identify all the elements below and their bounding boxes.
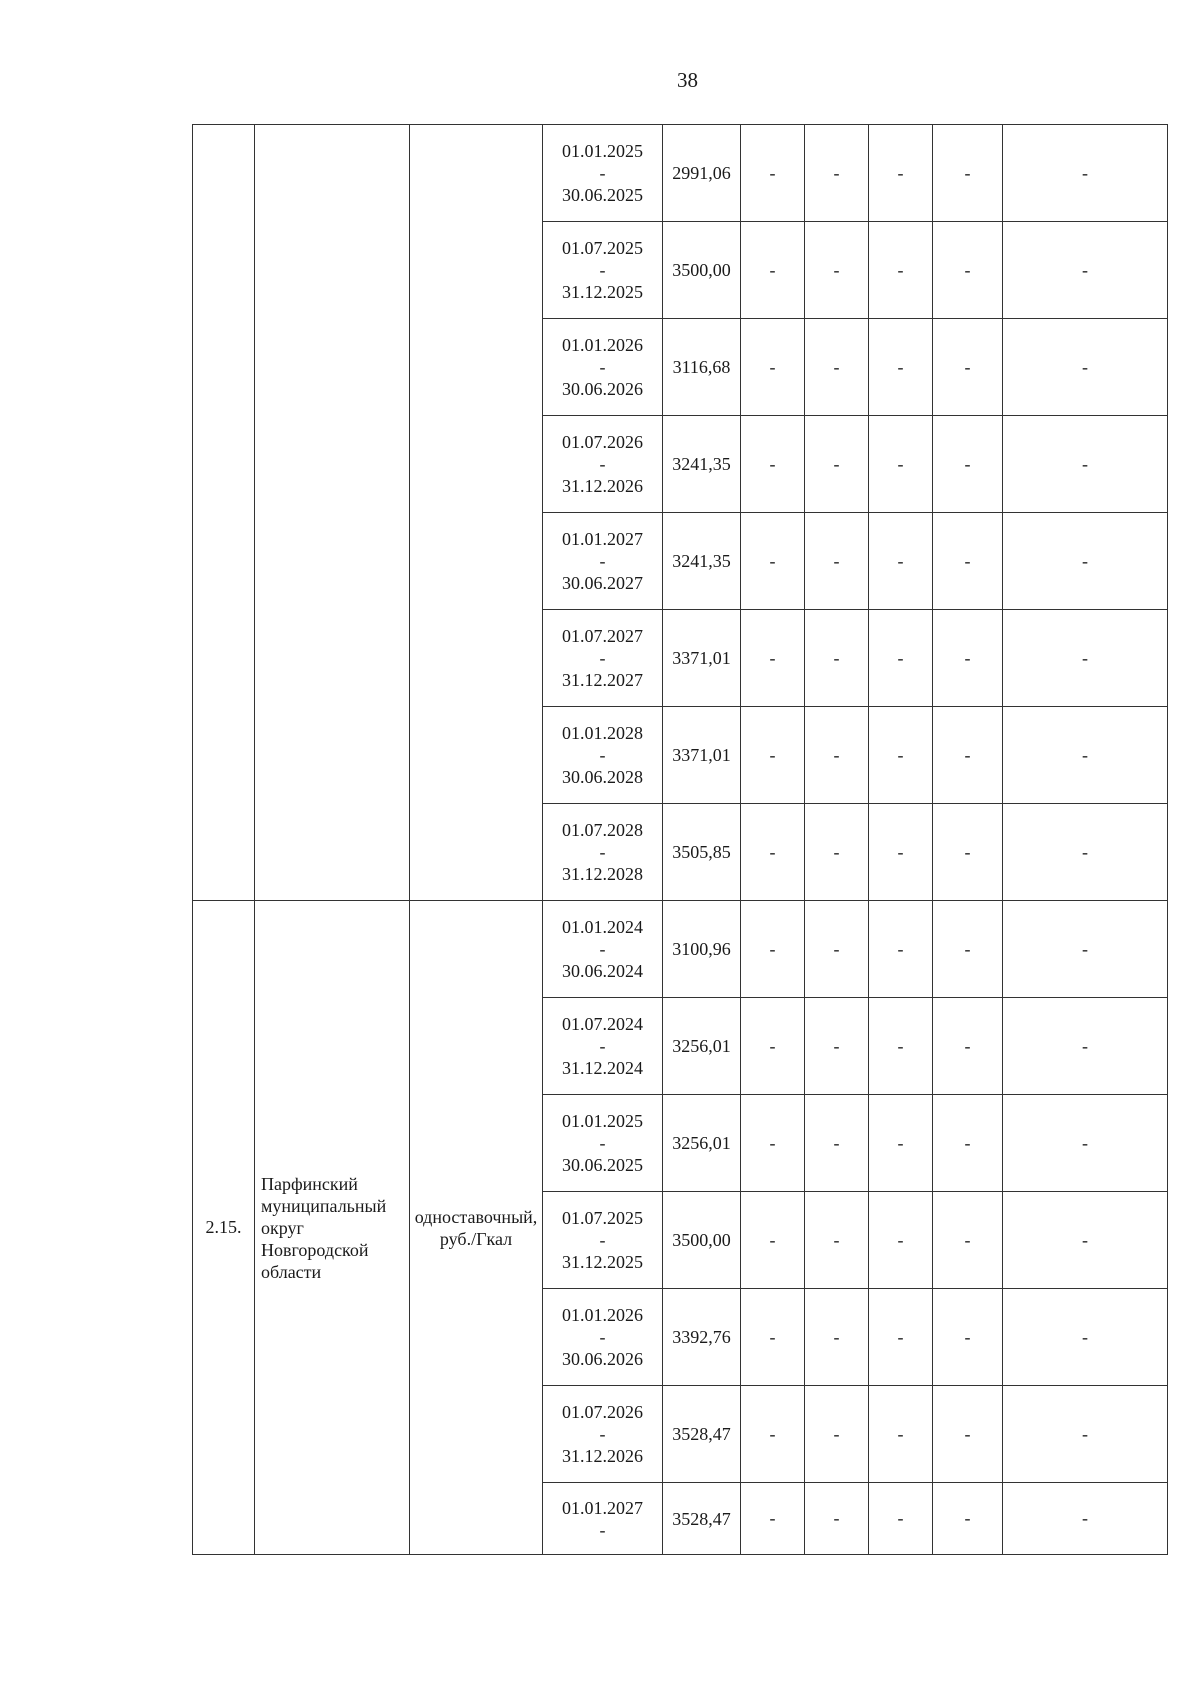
period-end: 30.06.2027 bbox=[562, 573, 643, 593]
dash-cell: - bbox=[1003, 416, 1168, 513]
period-cell bbox=[543, 1095, 663, 1192]
period-cell bbox=[543, 610, 663, 707]
period-cell bbox=[543, 1483, 663, 1555]
tariff-value bbox=[663, 513, 741, 610]
period-sep: - bbox=[599, 939, 606, 959]
period-sep: - bbox=[599, 842, 606, 862]
table-row bbox=[193, 901, 1168, 998]
dash-cell: - bbox=[805, 125, 869, 222]
dash-cell: - bbox=[869, 804, 933, 901]
tariff-value-text: 3116,68 bbox=[672, 357, 731, 377]
dash-cell: - bbox=[805, 1289, 869, 1386]
period-start: 01.01.2026 bbox=[562, 335, 643, 355]
period-cell bbox=[543, 707, 663, 804]
tariff-value-text: 3241,35 bbox=[672, 551, 731, 571]
period-sep: - bbox=[599, 163, 606, 183]
tariff-value bbox=[663, 707, 741, 804]
dash-cell: - bbox=[1003, 1095, 1168, 1192]
tariff-value bbox=[663, 1386, 741, 1483]
dash-cell: - bbox=[805, 804, 869, 901]
tariff-value bbox=[663, 998, 741, 1095]
dash-cell: - bbox=[1003, 125, 1168, 222]
period-sep: - bbox=[599, 260, 606, 280]
dash-cell: - bbox=[933, 513, 1003, 610]
dash-cell: - bbox=[741, 125, 805, 222]
period-sep: - bbox=[599, 1036, 606, 1056]
period-sep: - bbox=[599, 1133, 606, 1153]
dash-cell: - bbox=[805, 1192, 869, 1289]
period-start: 01.01.2027 bbox=[562, 1497, 643, 1518]
period-end: 31.12.2024 bbox=[562, 1058, 643, 1078]
dash-cell: - bbox=[741, 1095, 805, 1192]
tariff-value bbox=[663, 1289, 741, 1386]
period-start: 01.07.2025 bbox=[562, 1208, 643, 1228]
dash-cell: - bbox=[933, 1386, 1003, 1483]
dash-cell: - bbox=[869, 901, 933, 998]
period-start: 01.01.2026 bbox=[562, 1305, 643, 1325]
dash-cell: - bbox=[933, 610, 1003, 707]
period-start: 01.07.2024 bbox=[562, 1014, 643, 1034]
dash-cell: - bbox=[741, 513, 805, 610]
dash-cell: - bbox=[1003, 1289, 1168, 1386]
dash-cell: - bbox=[1003, 513, 1168, 610]
period-cell bbox=[543, 513, 663, 610]
tariff-type: одноставочный, руб./Гкал bbox=[410, 901, 543, 1555]
period-sep: - bbox=[599, 1519, 606, 1540]
dash-cell: - bbox=[1003, 319, 1168, 416]
dash-cell: - bbox=[741, 1192, 805, 1289]
dash-cell: - bbox=[933, 1192, 1003, 1289]
period-end: 30.06.2025 bbox=[562, 185, 643, 205]
tariff-value-text: 3505,85 bbox=[672, 842, 731, 862]
tariff-table-body bbox=[193, 125, 1168, 1555]
dash-cell: - bbox=[741, 416, 805, 513]
period-cell bbox=[543, 1386, 663, 1483]
dash-cell: - bbox=[741, 998, 805, 1095]
municipality-name bbox=[255, 125, 410, 901]
dash-cell: - bbox=[933, 416, 1003, 513]
dash-cell: - bbox=[805, 222, 869, 319]
dash-cell: - bbox=[741, 610, 805, 707]
dash-cell: - bbox=[741, 1386, 805, 1483]
period-end: 31.12.2025 bbox=[562, 282, 643, 302]
dash-cell: - bbox=[805, 1386, 869, 1483]
dash-cell: - bbox=[805, 513, 869, 610]
period-sep: - bbox=[599, 454, 606, 474]
tariff-value-text: 3392,76 bbox=[672, 1327, 731, 1347]
period-start: 01.07.2025 bbox=[562, 238, 643, 258]
dash-cell: - bbox=[1003, 998, 1168, 1095]
period-cell bbox=[543, 804, 663, 901]
period-cell bbox=[543, 998, 663, 1095]
period-cell bbox=[543, 416, 663, 513]
dash-cell: - bbox=[933, 707, 1003, 804]
period-cell bbox=[543, 222, 663, 319]
municipality-name: Парфинский муниципальный округ Новгородской области bbox=[255, 901, 410, 1555]
dash-cell: - bbox=[933, 1483, 1003, 1555]
dash-cell: - bbox=[805, 610, 869, 707]
dash-cell: - bbox=[869, 1095, 933, 1192]
dash-cell: - bbox=[805, 1483, 869, 1555]
dash-cell: - bbox=[741, 804, 805, 901]
dash-cell: - bbox=[1003, 222, 1168, 319]
table-row bbox=[193, 125, 1168, 222]
dash-cell: - bbox=[933, 1095, 1003, 1192]
period-start: 01.07.2028 bbox=[562, 820, 643, 840]
tariff-value bbox=[663, 125, 741, 222]
period-start: 01.07.2026 bbox=[562, 432, 643, 452]
period-end: 30.06.2024 bbox=[562, 961, 643, 981]
period-cell bbox=[543, 901, 663, 998]
dash-cell: - bbox=[869, 222, 933, 319]
tariff-value-text: 3256,01 bbox=[672, 1133, 731, 1153]
tariff-value-text: 3371,01 bbox=[672, 745, 731, 765]
dash-cell: - bbox=[1003, 1386, 1168, 1483]
dash-cell: - bbox=[869, 707, 933, 804]
period-cell bbox=[543, 1192, 663, 1289]
section-number: 2.15. bbox=[193, 901, 255, 1555]
dash-cell: - bbox=[869, 513, 933, 610]
period-sep: - bbox=[599, 745, 606, 765]
dash-cell: - bbox=[741, 222, 805, 319]
tariff-type bbox=[410, 125, 543, 901]
dash-cell: - bbox=[1003, 707, 1168, 804]
dash-cell: - bbox=[869, 125, 933, 222]
period-sep: - bbox=[599, 648, 606, 668]
dash-cell: - bbox=[741, 1289, 805, 1386]
dash-cell: - bbox=[933, 222, 1003, 319]
dash-cell: - bbox=[869, 1289, 933, 1386]
dash-cell: - bbox=[741, 319, 805, 416]
period-start: 01.01.2025 bbox=[562, 141, 643, 161]
tariff-value bbox=[663, 319, 741, 416]
period-cell bbox=[543, 125, 663, 222]
period-end: 30.06.2025 bbox=[562, 1155, 643, 1175]
period-sep: - bbox=[599, 1424, 606, 1444]
tariff-value-text: 3371,01 bbox=[672, 648, 731, 668]
period-start: 01.07.2027 bbox=[562, 626, 643, 646]
tariff-value-text: 2991,06 bbox=[672, 163, 731, 183]
tariff-value-text: 3500,00 bbox=[672, 260, 731, 280]
tariff-table bbox=[192, 124, 1168, 1555]
dash-cell: - bbox=[869, 319, 933, 416]
dash-cell: - bbox=[869, 998, 933, 1095]
tariff-value bbox=[663, 610, 741, 707]
tariff-value-text: 3528,47 bbox=[672, 1508, 731, 1529]
dash-cell: - bbox=[933, 125, 1003, 222]
tariff-value bbox=[663, 1483, 741, 1555]
dash-cell: - bbox=[1003, 804, 1168, 901]
tariff-value-text: 3528,47 bbox=[672, 1424, 731, 1444]
dash-cell: - bbox=[1003, 610, 1168, 707]
period-end: 31.12.2027 bbox=[562, 670, 643, 690]
tariff-value-text: 3500,00 bbox=[672, 1230, 731, 1250]
dash-cell: - bbox=[1003, 901, 1168, 998]
tariff-value-text: 3100,96 bbox=[672, 939, 731, 959]
period-cell bbox=[543, 1289, 663, 1386]
period-end: 31.12.2028 bbox=[562, 864, 643, 884]
dash-cell: - bbox=[869, 1483, 933, 1555]
period-end: 31.12.2025 bbox=[562, 1252, 643, 1272]
period-start: 01.01.2024 bbox=[562, 917, 643, 937]
period-end: 30.06.2026 bbox=[562, 1349, 643, 1369]
period-end: 31.12.2026 bbox=[562, 476, 643, 496]
dash-cell: - bbox=[869, 610, 933, 707]
tariff-value bbox=[663, 804, 741, 901]
dash-cell: - bbox=[933, 1289, 1003, 1386]
dash-cell: - bbox=[805, 319, 869, 416]
dash-cell: - bbox=[933, 901, 1003, 998]
tariff-value-text: 3241,35 bbox=[672, 454, 731, 474]
tariff-value bbox=[663, 1095, 741, 1192]
period-cell bbox=[543, 319, 663, 416]
page-number: 38 bbox=[677, 68, 698, 92]
dash-cell: - bbox=[869, 1386, 933, 1483]
dash-cell: - bbox=[741, 1483, 805, 1555]
period-start: 01.01.2028 bbox=[562, 723, 643, 743]
period-sep: - bbox=[599, 1327, 606, 1347]
tariff-value bbox=[663, 222, 741, 319]
section-number bbox=[193, 125, 255, 901]
period-sep: - bbox=[599, 357, 606, 377]
dash-cell: - bbox=[933, 804, 1003, 901]
period-end: 30.06.2026 bbox=[562, 379, 643, 399]
dash-cell: - bbox=[933, 319, 1003, 416]
dash-cell: - bbox=[741, 901, 805, 998]
tariff-value bbox=[663, 901, 741, 998]
tariff-value-text: 3256,01 bbox=[672, 1036, 731, 1056]
dash-cell: - bbox=[1003, 1483, 1168, 1555]
tariff-value bbox=[663, 1192, 741, 1289]
period-sep: - bbox=[599, 551, 606, 571]
dash-cell: - bbox=[805, 901, 869, 998]
period-start: 01.07.2026 bbox=[562, 1402, 643, 1422]
dash-cell: - bbox=[805, 707, 869, 804]
period-start: 01.01.2025 bbox=[562, 1111, 643, 1131]
period-end: 30.06.2028 bbox=[562, 767, 643, 787]
period-start: 01.01.2027 bbox=[562, 529, 643, 549]
dash-cell: - bbox=[869, 1192, 933, 1289]
tariff-value bbox=[663, 416, 741, 513]
dash-cell: - bbox=[805, 416, 869, 513]
dash-cell: - bbox=[741, 707, 805, 804]
period-sep: - bbox=[599, 1230, 606, 1250]
period-end: 31.12.2026 bbox=[562, 1446, 643, 1466]
dash-cell: - bbox=[805, 1095, 869, 1192]
dash-cell: - bbox=[869, 416, 933, 513]
dash-cell: - bbox=[805, 998, 869, 1095]
dash-cell: - bbox=[933, 998, 1003, 1095]
dash-cell: - bbox=[1003, 1192, 1168, 1289]
